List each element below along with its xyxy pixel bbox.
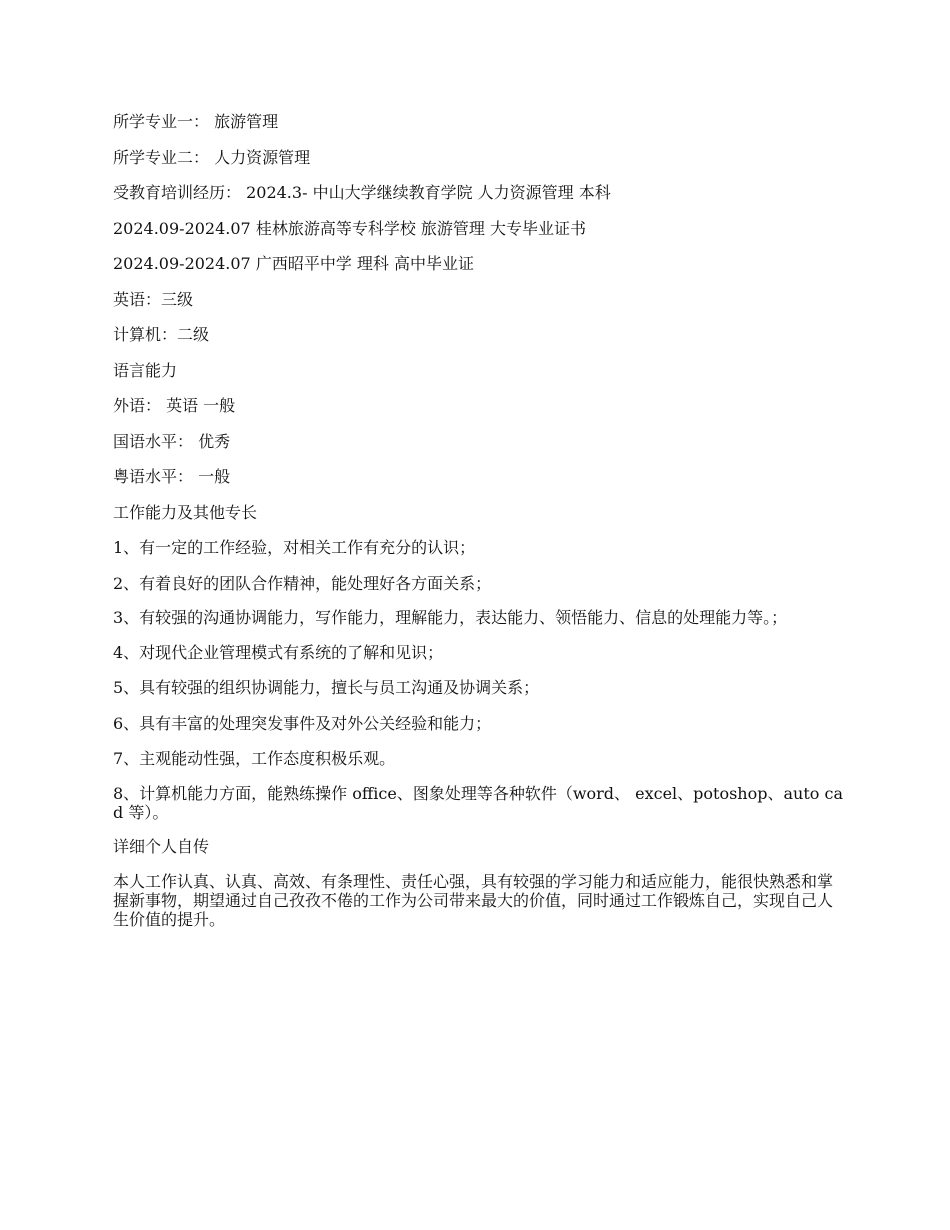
resume-content — [113, 111, 843, 943]
skill-item: 5、具有较强的组织协调能力，擅长与员工沟通及协调关系； — [113, 678, 540, 697]
skill-item: 2、有着良好的团队合作精神，能处理好各方面关系； — [113, 573, 492, 593]
computer-level: 计算机：二级 — [113, 325, 210, 344]
bio-text: 本人工作认真、认真、高效、有条理性、责任心强，具有较强的学习能力和适应能力，能很快熟悉和掌握新事物，期望通过自己孜孜不倦的工作为公司带来最大的价值，同时通过工作锻炼自己，实现自己人生价值的提升。 — [113, 871, 834, 929]
skill-item: 7、主观能动性强，工作态度积极乐观。 — [113, 749, 396, 768]
education-entry-1: 受教育培训经历： 2024.3- 中山大学继续教育学院 人力资源管理 本科 — [113, 183, 611, 202]
mandarin-level: 国语水平： 优秀 — [113, 431, 231, 451]
skill-item: 4、对现代企业管理模式有系统的了解和见识； — [113, 642, 444, 662]
english-level: 英语：三级 — [113, 289, 194, 309]
major-two: 所学专业二： 人力资源管理 — [113, 147, 311, 167]
education-entry-2: 2024.09-2024.07 桂林旅游高等专科学校 旅游管理 大专毕业证书 — [113, 218, 586, 238]
cantonese-level: 粤语水平： 一般 — [113, 467, 231, 486]
skill-item: 8、计算机能力方面，能熟练操作 office、图象处理等各种软件（word、 excel、potoshop、auto cad 等）。 — [113, 783, 843, 822]
education-entry-3: 2024.09-2024.07 广西昭平中学 理科 高中毕业证 — [113, 254, 474, 273]
major-one: 所学专业一： 旅游管理 — [113, 112, 279, 131]
skill-item: 6、具有丰富的处理突发事件及对外公关经验和能力； — [113, 713, 492, 733]
skill-item: 1、有一定的工作经验，对相关工作有充分的认识； — [113, 538, 476, 557]
foreign-language: 外语： 英语 一般 — [113, 396, 236, 415]
skills-heading: 工作能力及其他专长 — [113, 502, 258, 522]
bio-heading: 详细个人自传 — [113, 837, 210, 856]
skill-item: 3、有较强的沟通协调能力，写作能力，理解能力，表达能力、领悟能力、信息的处理能力等。； — [113, 608, 788, 627]
language-heading: 语言能力 — [113, 360, 178, 380]
